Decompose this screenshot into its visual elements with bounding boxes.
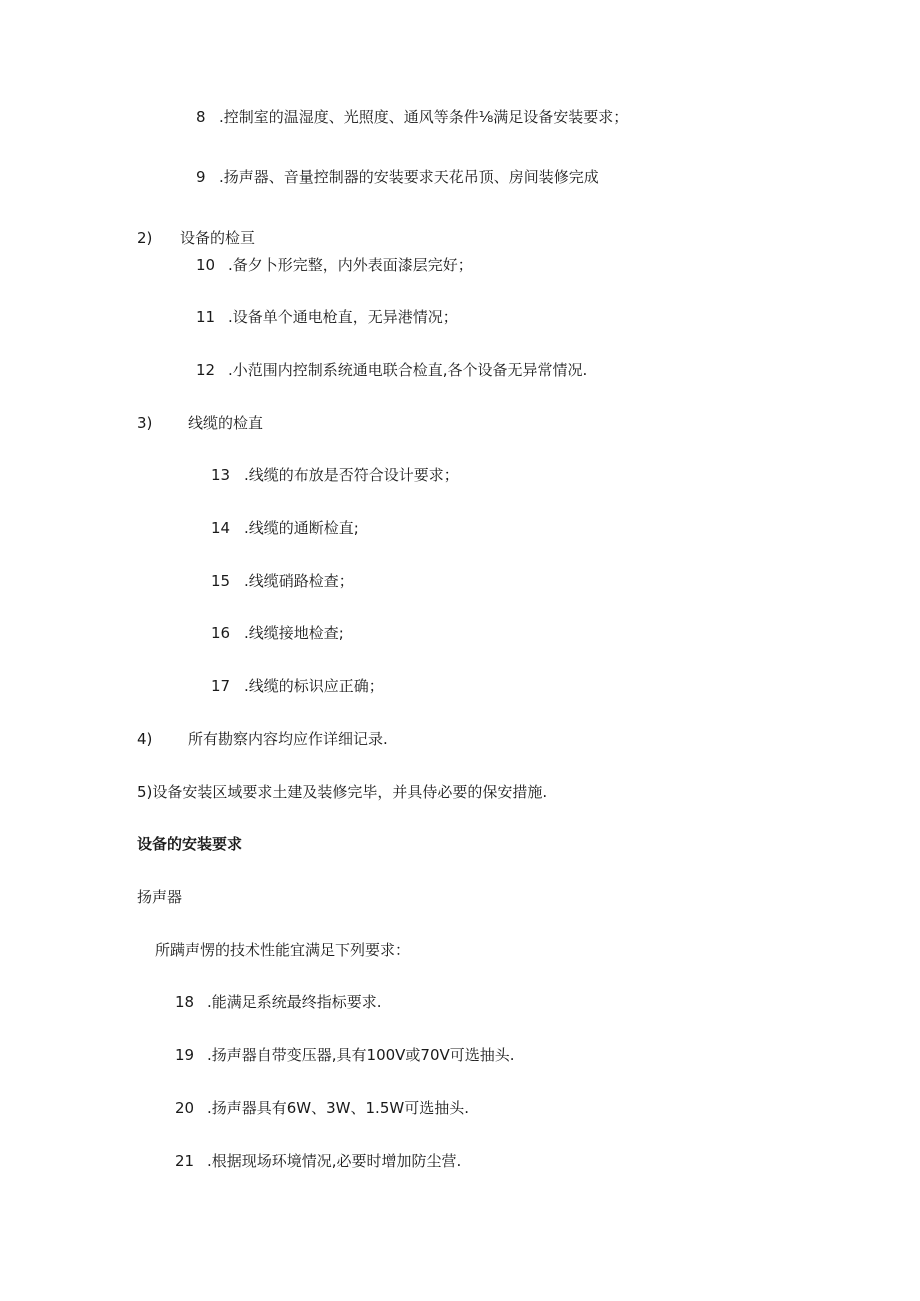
subheading: 扬声器 — [137, 888, 183, 906]
item-text: .线缆硝路检查； — [244, 572, 354, 590]
item-text: .根据现场环境情况,必要时增加防尘营. — [207, 1152, 462, 1170]
item-number: 16 — [211, 624, 231, 642]
item-text: .线缆的标识应正确； — [244, 677, 384, 695]
section-text: 5)设备安装区域要求土建及装修完毕，并具侍必要的保安措施. — [137, 783, 548, 801]
item-number: 11 — [196, 308, 216, 326]
item-text: .线缆的通断检直; — [244, 519, 359, 537]
section-number: 4) — [137, 730, 153, 748]
item-number: 17 — [211, 677, 231, 695]
item-text: .扬声器具有6W、3W、1.5W可选抽头. — [207, 1099, 469, 1117]
section-heading: 设备的安装要求 — [137, 835, 243, 853]
item-number: 15 — [211, 572, 231, 590]
item-text: .小范围内控制系统通电联合检直,各个设备无异常情况. — [228, 361, 588, 379]
item-text: .能满足系统最终指标要求. — [207, 993, 382, 1011]
item-number: 18 — [175, 993, 195, 1011]
item-number: 20 — [175, 1099, 195, 1117]
section-title: 设备的检亘 — [180, 229, 256, 247]
item-text: .备夕卜形完整，内外表面漆层完好； — [228, 256, 473, 274]
intro-text: 所蹒声愣的技术性能宜满足下列要求： — [155, 941, 411, 959]
item-number: 12 — [196, 361, 216, 379]
item-text: .设备单个通电枪直，无异港情况； — [228, 308, 458, 326]
item-text: .扬声器自带变压器,具有100V或70V可选抽头. — [207, 1046, 515, 1064]
section-number: 2) — [137, 229, 153, 247]
item-number: 10 — [196, 256, 216, 274]
item-number: 9 — [196, 168, 206, 186]
section-title: 线缆的检直 — [188, 414, 264, 432]
item-number: 13 — [211, 466, 231, 484]
item-number: 19 — [175, 1046, 195, 1064]
section-number: 3) — [137, 414, 153, 432]
item-text: .线缆接地检查; — [244, 624, 344, 642]
item-text: .线缆的布放是否符合设计要求； — [244, 466, 459, 484]
section-text: 所有勘察内容均应作详细记录. — [188, 730, 388, 748]
item-number: 8 — [196, 108, 206, 126]
item-number: 21 — [175, 1152, 195, 1170]
item-number: 14 — [211, 519, 231, 537]
item-text: .扬声器、音量控制器的安装要求天花吊顶、房间装修完成 — [219, 168, 599, 186]
item-text: .控制室的温湿度、光照度、通风等条件⅛满足设备安装要求； — [219, 108, 629, 126]
